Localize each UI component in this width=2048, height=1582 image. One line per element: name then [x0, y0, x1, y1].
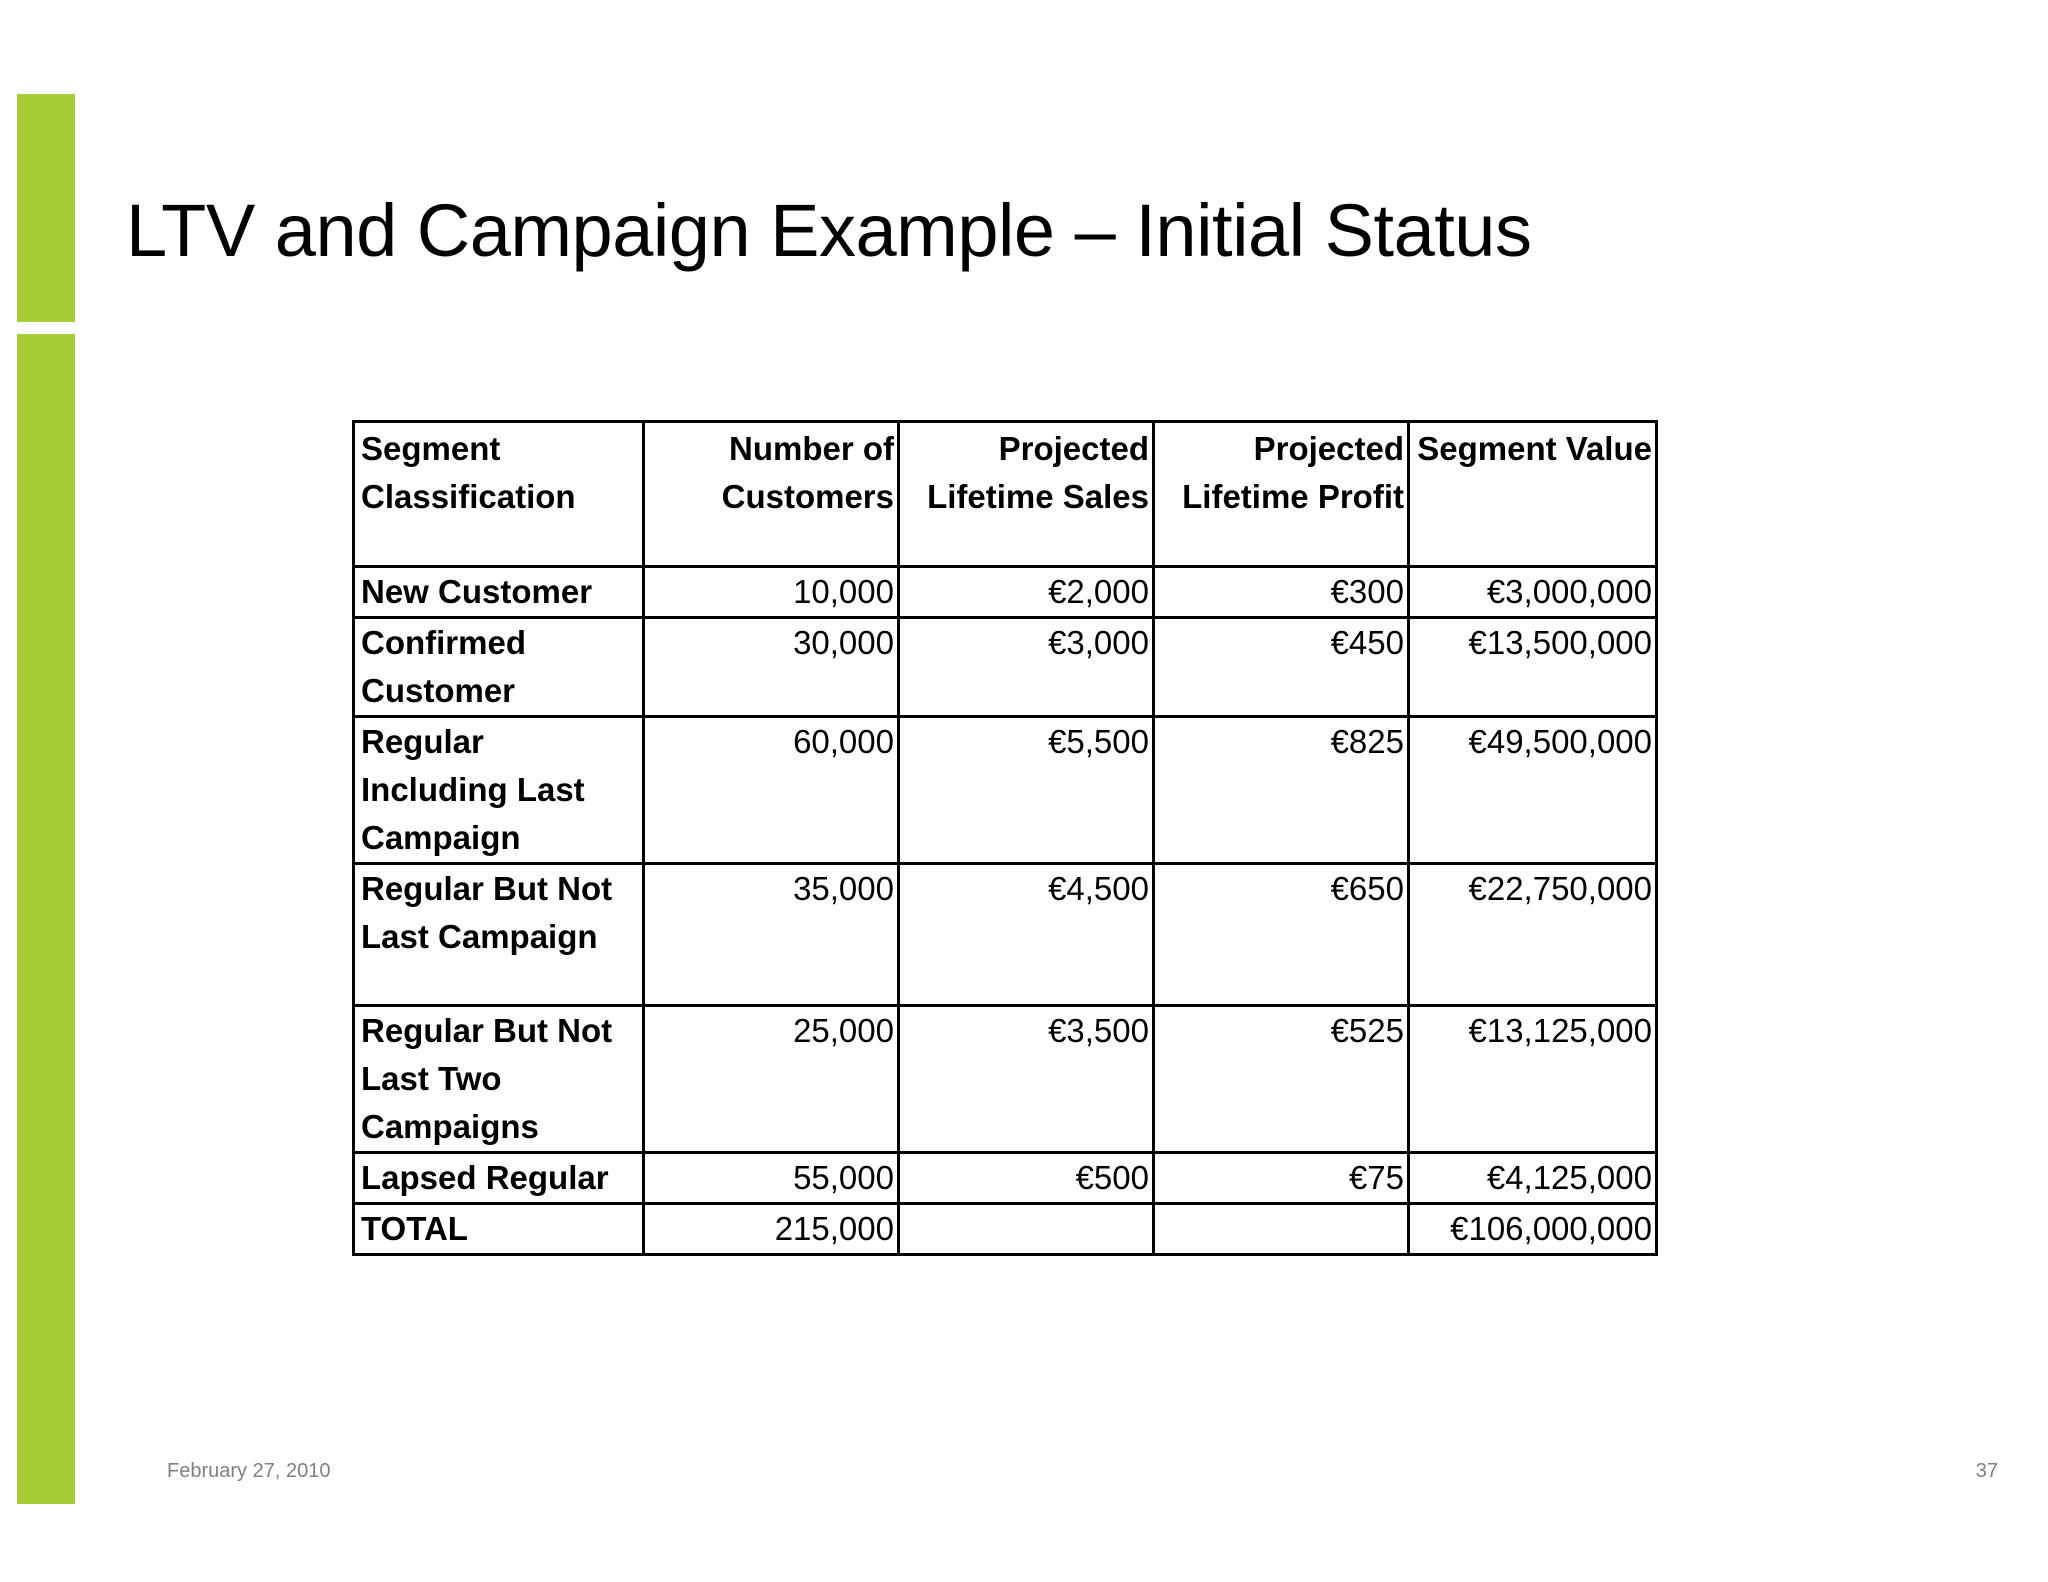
profit-cell: €825: [1154, 717, 1409, 864]
sales-cell: €4,500: [899, 864, 1154, 1006]
page-number: 37: [1975, 1460, 1998, 1482]
total-row: [354, 1204, 1657, 1255]
table-row: [354, 1153, 1657, 1204]
profit-cell: €300: [1154, 567, 1409, 618]
value-cell: €4,125,000: [1409, 1153, 1657, 1204]
total-customers-cell: 215,000: [644, 1204, 899, 1255]
value-cell: €49,500,000: [1409, 717, 1657, 864]
segment-cell: Regular But Not Last Campaign: [354, 864, 644, 1006]
profit-cell: €450: [1154, 618, 1409, 717]
table-row: [354, 567, 1657, 618]
total-label-cell: TOTAL: [354, 1204, 644, 1255]
value-cell: €13,500,000: [1409, 618, 1657, 717]
header-segment-classification: Segment Classification: [354, 422, 644, 567]
table-row: [354, 1006, 1657, 1153]
slide-title: LTV and Campaign Example – Initial Status: [126, 189, 1532, 272]
customers-cell: 30,000: [644, 618, 899, 717]
header-number-of-customers: Number of Customers: [644, 422, 899, 567]
accent-bar-bottom: [17, 334, 75, 1504]
sales-cell: €2,000: [899, 567, 1154, 618]
header-segment-value: Segment Value: [1409, 422, 1657, 567]
value-cell: €22,750,000: [1409, 864, 1657, 1006]
profit-cell: €525: [1154, 1006, 1409, 1153]
value-cell: €3,000,000: [1409, 567, 1657, 618]
sales-cell: €500: [899, 1153, 1154, 1204]
value-cell: €13,125,000: [1409, 1006, 1657, 1153]
table-header-row: [354, 422, 1657, 567]
sales-cell: €5,500: [899, 717, 1154, 864]
table-row: [354, 618, 1657, 717]
sales-cell: €3,500: [899, 1006, 1154, 1153]
profit-cell: €75: [1154, 1153, 1409, 1204]
customers-cell: 55,000: [644, 1153, 899, 1204]
customers-cell: 10,000: [644, 567, 899, 618]
segment-cell: Regular But Not Last Two Campaigns: [354, 1006, 644, 1153]
segment-cell: Regular Including Last Campaign: [354, 717, 644, 864]
segment-cell: New Customer: [354, 567, 644, 618]
total-profit-cell: [1154, 1204, 1409, 1255]
accent-bar-top: [17, 94, 75, 322]
table-row: [354, 864, 1657, 1006]
sales-cell: €3,000: [899, 618, 1154, 717]
header-projected-lifetime-profit: Projected Lifetime Profit: [1154, 422, 1409, 567]
customers-cell: 35,000: [644, 864, 899, 1006]
total-value-cell: €106,000,000: [1409, 1204, 1657, 1255]
segment-cell: Confirmed Customer: [354, 618, 644, 717]
customers-cell: 25,000: [644, 1006, 899, 1153]
customers-cell: 60,000: [644, 717, 899, 864]
profit-cell: €650: [1154, 864, 1409, 1006]
header-projected-lifetime-sales: Projected Lifetime Sales: [899, 422, 1154, 567]
segment-cell: Lapsed Regular: [354, 1153, 644, 1204]
table-row: [354, 717, 1657, 864]
ltv-table: [352, 420, 1658, 1256]
footer-date: February 27, 2010: [167, 1460, 331, 1482]
total-sales-cell: [899, 1204, 1154, 1255]
